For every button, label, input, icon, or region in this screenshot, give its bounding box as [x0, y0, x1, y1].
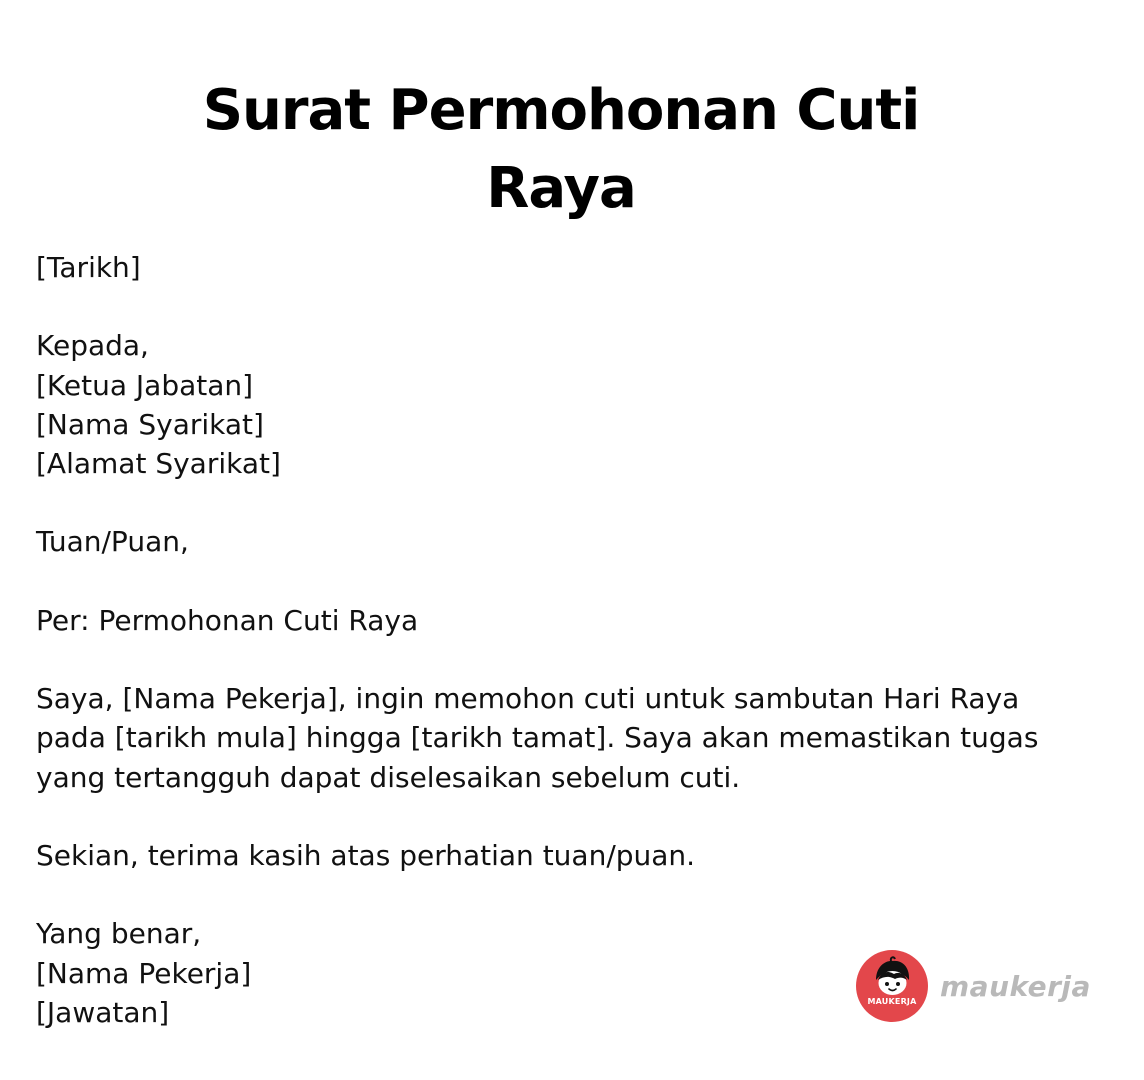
salutation: Tuan/Puan,	[36, 525, 189, 559]
body-line: yang tertangguh dapat diselesaikan sebelum cuti.	[36, 760, 741, 794]
title-line-2: Raya	[486, 156, 636, 221]
body-line: Saya, [Nama Pekerja], ingin memohon cuti untuk sambutan Hari Raya	[36, 682, 1020, 716]
title-line-1: Surat Permohonan Cuti	[202, 78, 920, 143]
body-line: pada [tarikh mula] hingga [tarikh tamat]. Saya akan memastikan tugas	[36, 721, 1039, 755]
signer-name: [Nama Pekerja]	[36, 956, 252, 990]
face-icon	[856, 950, 928, 1022]
maukerja-logo	[856, 950, 928, 1022]
letter-date: [Tarikh]	[36, 251, 141, 284]
recipient-address: [Alamat Syarikat]	[36, 447, 281, 480]
signoff: Yang benar,	[36, 917, 202, 951]
recipient-greeting: Kepada,	[36, 329, 149, 363]
subject-line: Per: Permohonan Cuti Raya	[36, 603, 419, 637]
recipient-head: [Ketua Jabatan]	[36, 368, 254, 402]
recipient-company: [Nama Syarikat]	[36, 407, 264, 441]
signer-position: [Jawatan]	[36, 995, 170, 1029]
logo-label: MAUKERJA	[867, 997, 917, 1006]
brand-watermark	[856, 950, 1091, 1022]
brand-wordmark: maukerja	[940, 969, 1091, 1003]
closing-line: Sekian, terima kasih atas perhatian tuan/puan.	[36, 838, 696, 872]
letter-body	[36, 248, 1116, 1032]
page-title	[0, 72, 1122, 228]
